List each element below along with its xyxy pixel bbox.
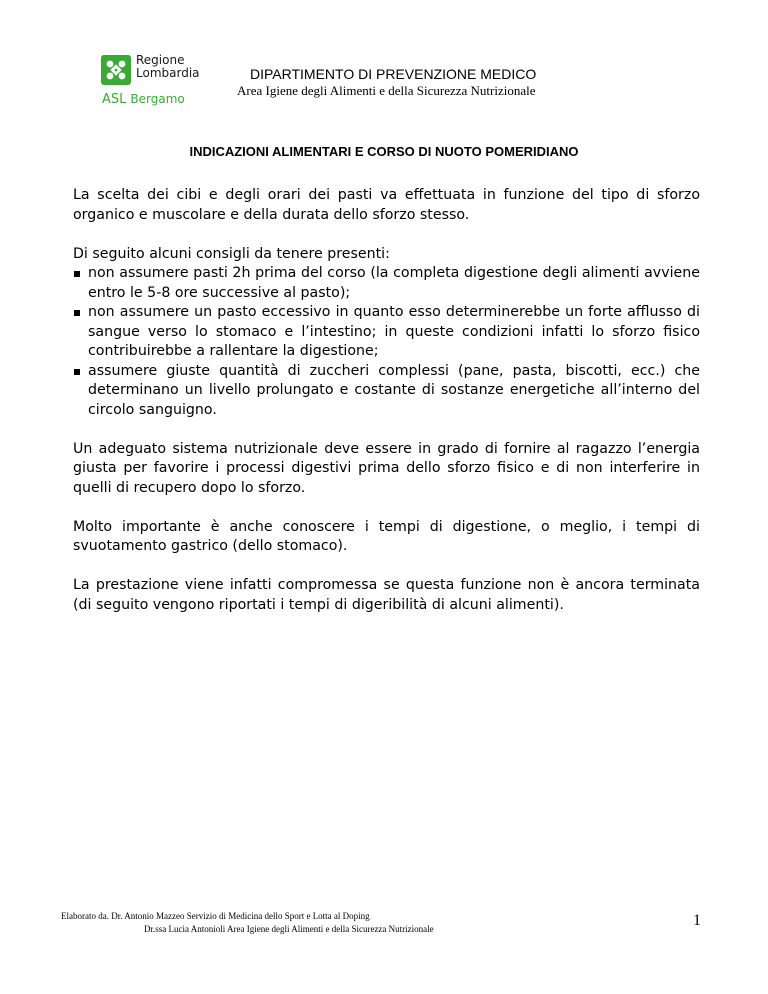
footer-line-2: Dr.ssa Lucia Antonioli Area Igiene degli Alimenti e della Sicurezza Nutrizionale — [144, 924, 434, 934]
logo-asl-label — [102, 92, 185, 107]
logo-region-name — [136, 54, 200, 80]
tips-intro: Di seguito alcuni consigli da tenere presenti: — [73, 245, 390, 262]
document-title: INDICAZIONI ALIMENTARI E CORSO DI NUOTO POMERIDIANO — [189, 144, 579, 159]
paragraph-performance: La prestazione viene infatti compromessa se questa funzione non è ancora terminata (di seguito vengono riportati i tempi di digeribilità di alcuni alimenti). — [73, 577, 700, 613]
logo-asl-text: ASL — [102, 92, 127, 107]
document-body — [73, 186, 700, 635]
list-item: non assumere un pasto eccessivo in quanto esso determinerebbe un forte afflusso di sangue verso lo stomaco e l’intestino; in queste condizioni infatti lo sforzo fisico contribuirebbe a rallentare la digestione; — [73, 303, 700, 362]
asl-bergamo-logo — [101, 52, 211, 110]
paragraph-digestion-times: Molto importante è anche conoscere i tempi di digestione, o meglio, i tempi di svuotamento gastrico (dello stomaco). — [73, 518, 700, 554]
logo-region-line2: Lombardia — [136, 66, 200, 80]
list-item: assumere giuste quantità di zuccheri complessi (pane, pasta, biscotti, ecc.) che determinano un livello prolungato e costante di sostanze energetiche all’interno del circolo sanguigno. — [73, 362, 700, 421]
page-footer — [61, 910, 434, 936]
tips-list — [73, 264, 700, 420]
lombardy-rose-icon — [101, 55, 131, 85]
logo-region-line1: Regione — [136, 53, 185, 67]
logo-city-text: Bergamo — [130, 92, 185, 106]
footer-line-1: Elaborato da. Dr. Antonio Mazzeo Servizio di Medicina dello Sport e Lotta al Doping — [61, 911, 370, 921]
paragraph-intro: La scelta dei cibi e degli orari dei pasti va effettuata in funzione del tipo di sforzo organico e muscolare e della durata dello sforzo stesso. — [73, 187, 700, 223]
page-number: 1 — [693, 912, 701, 929]
area-subheading: Area Igiene degli Alimenti e della Sicurezza Nutrizionale — [237, 83, 536, 98]
department-heading: DIPARTIMENTO DI PREVENZIONE MEDICO — [250, 66, 537, 82]
list-item: non assumere pasti 2h prima del corso (la completa digestione degli alimenti avviene entro le 5-8 ore successive al pasto); — [73, 264, 700, 303]
paragraph-nutrition-system: Un adeguato sistema nutrizionale deve essere in grado di fornire al ragazzo l’energia giusta per favorire i processi digestivi prima dello sforzo fisico e di non interferire in quelli di recupero dopo lo sforzo. — [73, 440, 700, 496]
